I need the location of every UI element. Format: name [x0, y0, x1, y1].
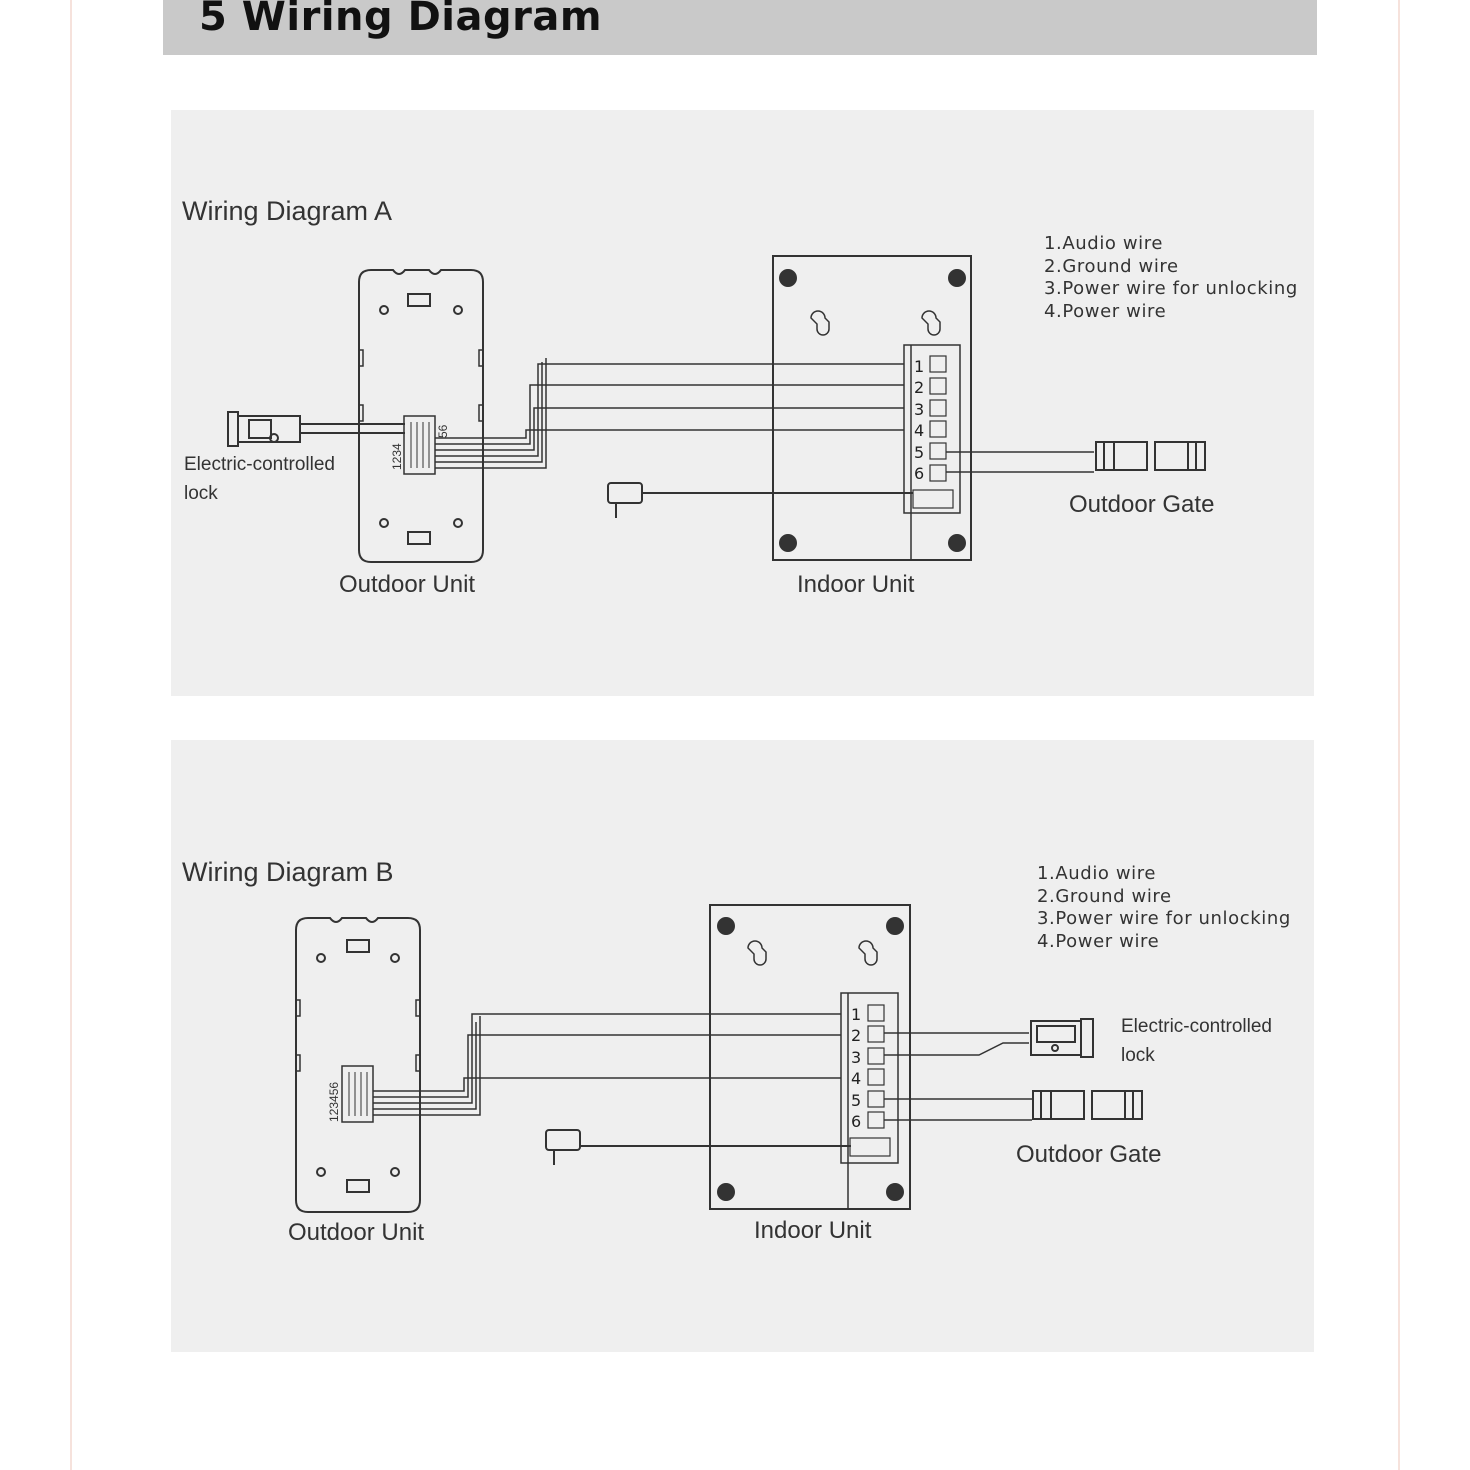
power-adapter-a	[608, 483, 913, 518]
legend-item-unlock-power-wire: 3.Power wire for unlocking	[1037, 908, 1291, 930]
diagram-a-indoor-unit-label: Indoor Unit	[797, 571, 915, 598]
diagram-a-wires	[435, 358, 904, 468]
legend-item-ground-wire: 2.Ground wire	[1037, 885, 1172, 907]
section-header	[163, 0, 1317, 55]
wiring-diagram-b-panel	[171, 740, 1314, 1352]
indoor-a-terminal-1: 1	[914, 357, 925, 376]
lock-label-line1: Electric-controlled	[1121, 1016, 1272, 1037]
diagram-a-title: Wiring Diagram A	[182, 196, 393, 226]
outdoor-unit-a	[359, 270, 483, 562]
outdoor-gate-a	[1096, 442, 1205, 470]
diagram-a-lock-label	[184, 450, 335, 508]
outdoor-b-terminal-digits: 123456	[327, 1081, 341, 1122]
outdoor-unit-b	[296, 918, 420, 1212]
outdoor-a-terminal-digits-56: 56	[436, 424, 450, 438]
electric-lock-a	[228, 412, 405, 446]
legend-item-power-wire: 4.Power wire	[1044, 301, 1167, 323]
power-adapter-b	[546, 1130, 851, 1165]
lock-label-line2: lock	[1121, 1045, 1155, 1066]
diagram-b-wires	[373, 1014, 841, 1115]
indoor-a-terminal-2: 2	[914, 378, 925, 397]
diagram-b-indoor-unit-label: Indoor Unit	[754, 1217, 872, 1244]
indoor-a-terminal-5: 5	[914, 443, 925, 462]
indoor-b-terminal-6: 6	[851, 1112, 862, 1131]
indoor-b-terminal-4: 4	[851, 1069, 862, 1088]
diagram-b-lock-label	[1121, 1012, 1272, 1070]
indoor-b-terminal-5: 5	[851, 1091, 862, 1110]
wiring-diagram-a-panel	[171, 110, 1314, 696]
indoor-a-terminal-3: 3	[914, 400, 925, 419]
legend-item-power-wire: 4.Power wire	[1037, 931, 1160, 953]
indoor-unit-b	[710, 905, 910, 1209]
legend-item-audio-wire: 1.Audio wire	[1044, 233, 1164, 254]
outdoor-a-terminal-digits-1234: 1234	[390, 443, 404, 470]
diagram-a-outdoor-unit-label: Outdoor Unit	[339, 571, 476, 598]
diagram-b-title: Wiring Diagram B	[182, 857, 394, 887]
legend-item-audio-wire: 1.Audio wire	[1037, 863, 1157, 884]
indoor-a-terminal-4: 4	[914, 421, 925, 440]
lock-label-line1: Electric-controlled	[184, 454, 335, 475]
diagram-b-gate-label: Outdoor Gate	[1016, 1141, 1162, 1168]
legend-item-ground-wire: 2.Ground wire	[1044, 255, 1179, 277]
section-title: 5 Wiring Diagram	[199, 0, 602, 40]
diagram-b-outdoor-unit-label: Outdoor Unit	[288, 1219, 425, 1246]
legend-item-unlock-power-wire: 3.Power wire for unlocking	[1044, 278, 1298, 300]
diagram-a-drawing	[171, 110, 1314, 696]
page-edge-left	[70, 0, 72, 1470]
electric-lock-b	[1031, 1019, 1093, 1057]
lock-label-line2: lock	[184, 483, 218, 504]
diagram-a-gate-label: Outdoor Gate	[1069, 491, 1215, 518]
indoor-a-terminal-6: 6	[914, 464, 925, 483]
page-edge-right	[1398, 0, 1400, 1470]
indoor-b-terminal-2: 2	[851, 1026, 862, 1045]
indoor-b-terminal-3: 3	[851, 1048, 862, 1067]
indoor-b-terminal-1: 1	[851, 1005, 862, 1024]
outdoor-gate-b	[1033, 1091, 1142, 1119]
